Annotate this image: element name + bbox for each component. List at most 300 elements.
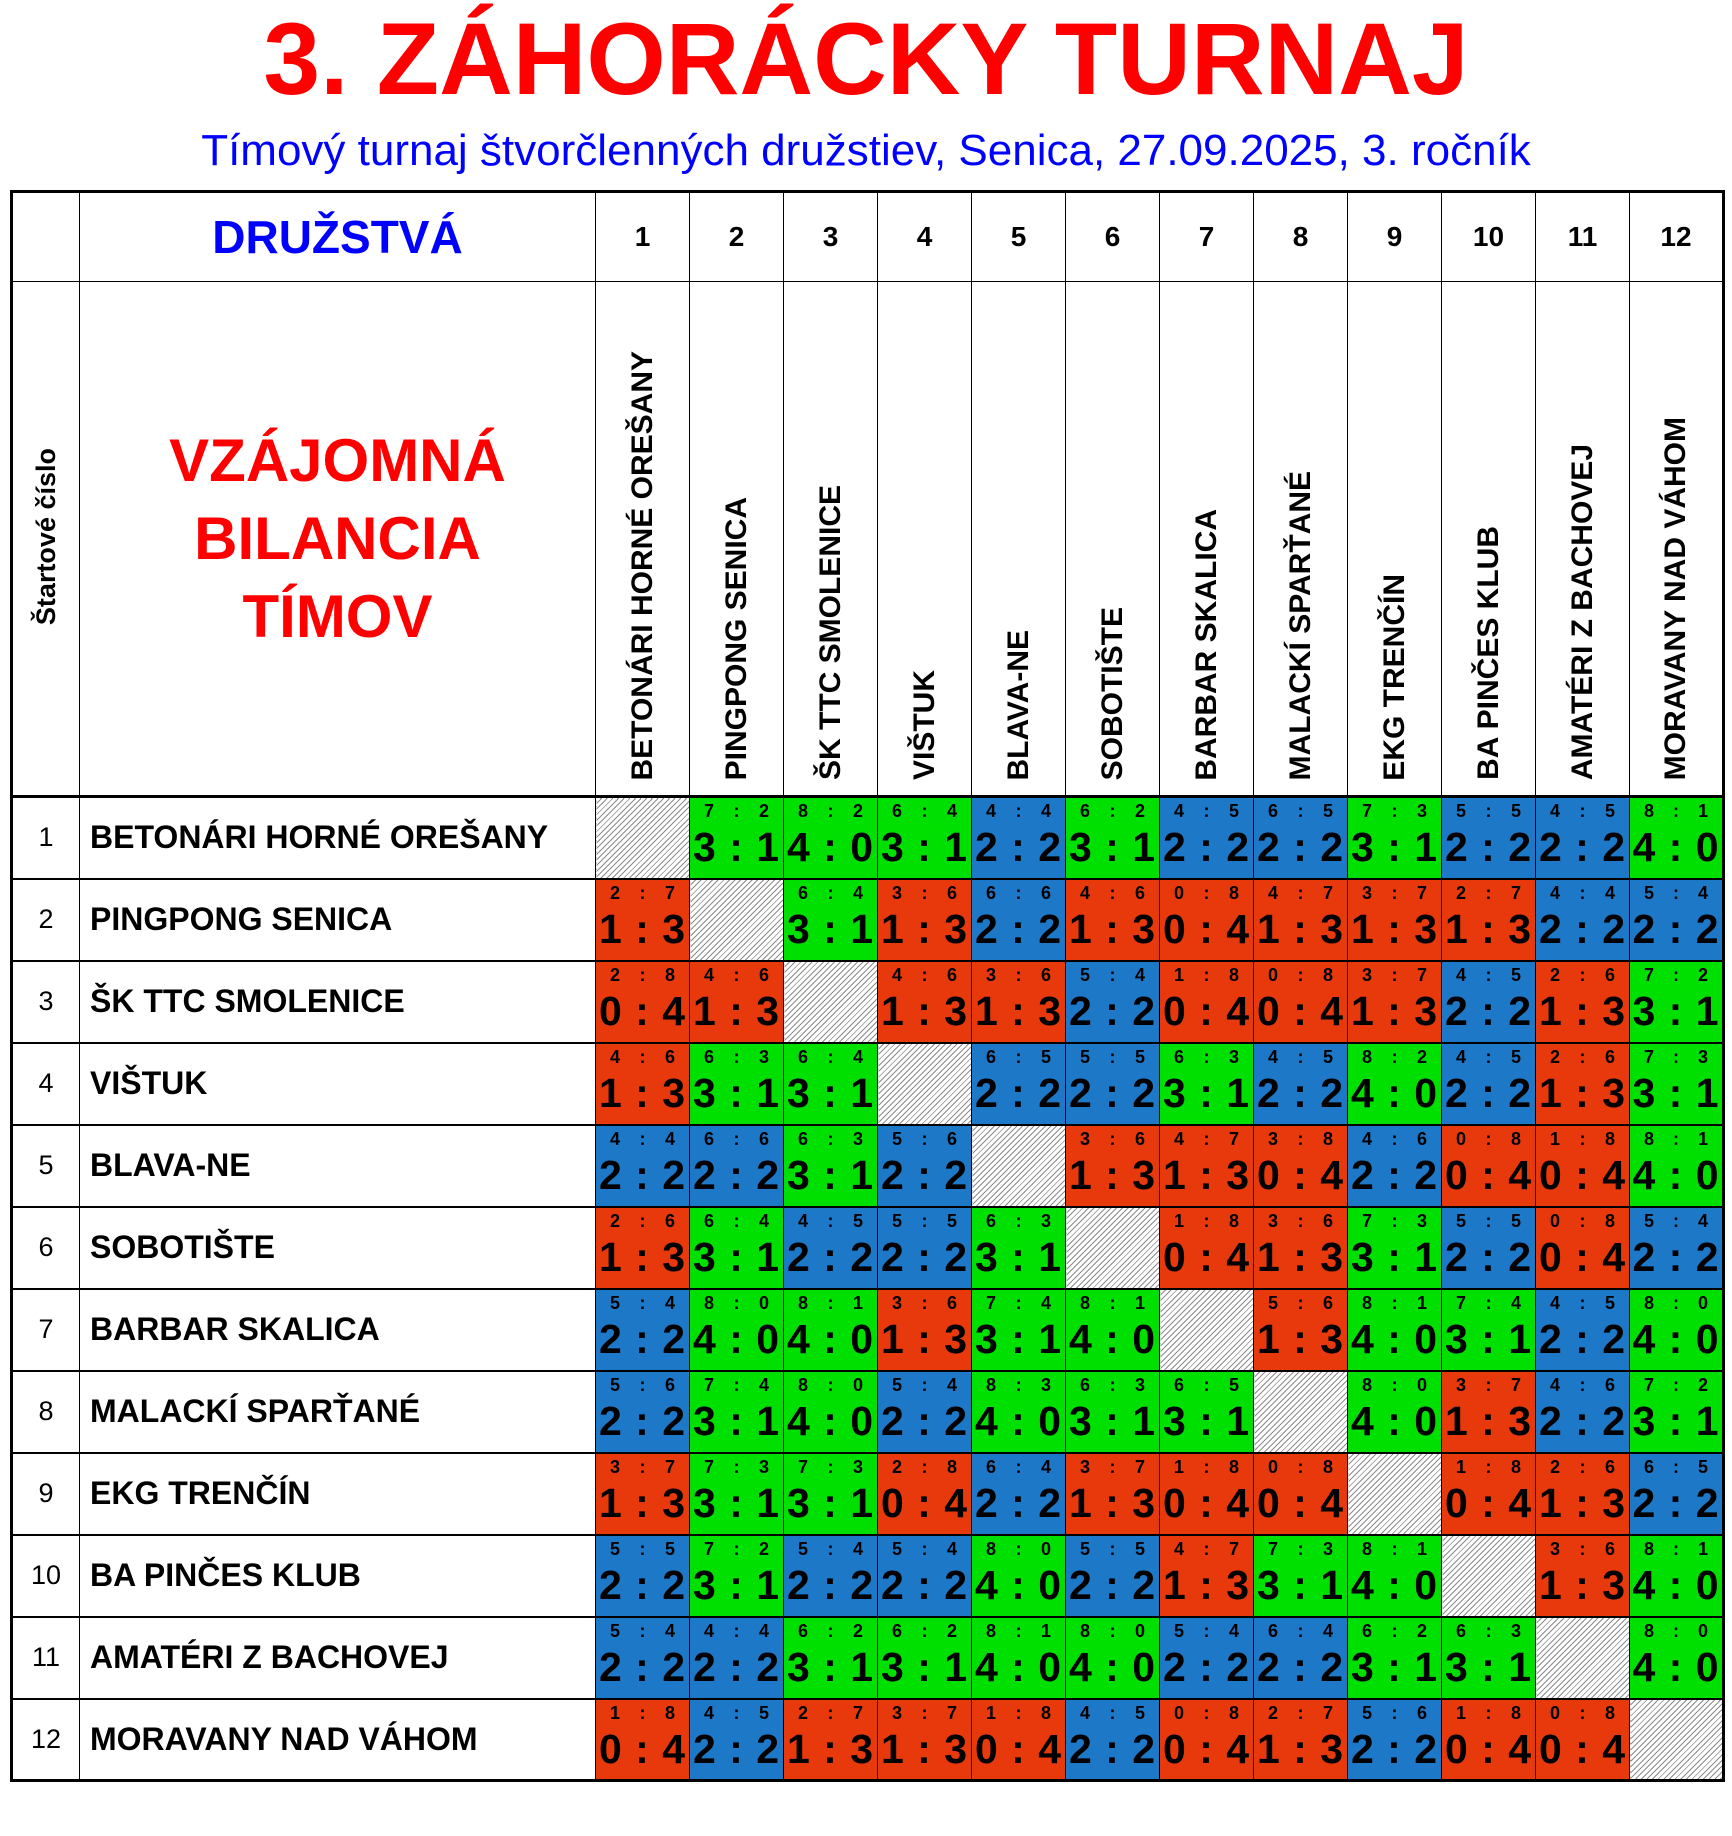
- row-number-6: 6: [12, 1207, 80, 1289]
- sets-score: 6 : 3: [704, 1046, 769, 1067]
- sets-score: 5 : 4: [798, 1538, 863, 1559]
- sets-score: 8 : 1: [1080, 1292, 1145, 1313]
- row-team-name-11: AMATÉRI Z BACHOVEJ: [80, 1617, 596, 1699]
- sets-score: 7 : 3: [798, 1456, 863, 1477]
- result-cell-2-4: [878, 879, 972, 961]
- match-score: 0 : 4: [1256, 1479, 1345, 1526]
- match-score: 0 : 4: [974, 1725, 1063, 1772]
- col-team-name-label: PINGPONG SENICA: [719, 496, 753, 781]
- sets-score: 2 : 8: [610, 964, 675, 985]
- result-cell-11-4: [878, 1617, 972, 1699]
- match-score: 2 : 2: [1538, 1397, 1627, 1444]
- col-number-9: 9: [1348, 192, 1442, 282]
- sets-score: 1 : 8: [610, 1702, 675, 1723]
- sets-score: 4 : 7: [1174, 1538, 1239, 1559]
- match-score: 3 : 1: [1632, 1069, 1720, 1116]
- result-cell-3-6: [1066, 961, 1160, 1043]
- match-score: 3 : 1: [1350, 824, 1439, 871]
- col-number-2: 2: [690, 192, 784, 282]
- result-cell-self-6: [1066, 1207, 1160, 1289]
- row-number-1: 1: [12, 797, 80, 879]
- result-cell-4-6: [1066, 1043, 1160, 1125]
- sets-score: 3 : 8: [1268, 1128, 1333, 1149]
- col-team-name-3: [784, 282, 878, 797]
- result-cell-11-10: [1442, 1617, 1536, 1699]
- match-score: 2 : 2: [786, 1561, 875, 1608]
- result-cell-7-3: [784, 1289, 878, 1371]
- row-number-5: 5: [12, 1125, 80, 1207]
- result-cell-12-6: [1066, 1699, 1160, 1781]
- row-number-7: 7: [12, 1289, 80, 1371]
- result-cell-12-10: [1442, 1699, 1536, 1781]
- match-score: 2 : 2: [1068, 1069, 1157, 1116]
- result-cell-6-12: [1630, 1207, 1724, 1289]
- sets-score: 3 : 6: [1268, 1210, 1333, 1231]
- result-cell-6-5: [972, 1207, 1066, 1289]
- result-cell-8-2: [690, 1371, 784, 1453]
- match-score: 3 : 1: [786, 1151, 875, 1198]
- match-score: 1 : 3: [598, 905, 687, 952]
- sets-score: 7 : 2: [1644, 964, 1708, 985]
- sets-score: 3 : 6: [986, 964, 1051, 985]
- sets-score: 6 : 2: [1362, 1620, 1427, 1641]
- sets-score: 5 : 5: [610, 1538, 675, 1559]
- result-cell-11-3: [784, 1617, 878, 1699]
- result-cell-self-11: [1536, 1617, 1630, 1699]
- match-score: 3 : 1: [1350, 1643, 1439, 1690]
- result-cell-3-10: [1442, 961, 1536, 1043]
- sets-score: 7 : 2: [704, 801, 769, 822]
- sets-score: 5 : 4: [610, 1292, 675, 1313]
- match-score: 3 : 1: [1444, 1315, 1533, 1362]
- corner-header-druzstva: DRUŽSTVÁ: [80, 192, 596, 282]
- sets-score: 8 : 0: [798, 1374, 863, 1395]
- result-cell-8-3: [784, 1371, 878, 1453]
- row-number-10: 10: [12, 1535, 80, 1617]
- match-score: 2 : 2: [598, 1315, 687, 1362]
- match-score: 4 : 0: [1068, 1315, 1157, 1362]
- result-cell-1-2: [690, 797, 784, 879]
- result-cell-12-1: [596, 1699, 690, 1781]
- match-score: 1 : 3: [1538, 1561, 1627, 1608]
- match-score: 0 : 4: [1162, 1479, 1251, 1526]
- match-score: 1 : 3: [880, 1725, 969, 1772]
- column-team-names-row: [12, 282, 1724, 797]
- result-cell-9-12: [1630, 1453, 1724, 1535]
- result-cell-4-11: [1536, 1043, 1630, 1125]
- match-score: 3 : 1: [1256, 1561, 1345, 1608]
- col-team-name-label: MORAVANY NAD VÁHOM: [1659, 416, 1692, 781]
- result-cell-4-12: [1630, 1043, 1724, 1125]
- sets-score: 5 : 4: [1080, 964, 1145, 985]
- match-score: 3 : 1: [692, 1233, 781, 1280]
- match-score: 2 : 2: [786, 1233, 875, 1280]
- result-cell-5-12: [1630, 1125, 1724, 1207]
- sets-score: 7 : 3: [704, 1456, 769, 1477]
- match-score: 1 : 3: [880, 905, 969, 952]
- sets-score: 4 : 6: [704, 964, 769, 985]
- sets-score: 5 : 4: [1174, 1620, 1239, 1641]
- sets-score: 1 : 8: [1174, 1456, 1239, 1477]
- sets-score: 4 : 6: [892, 964, 957, 985]
- result-cell-1-8: [1254, 797, 1348, 879]
- match-score: 4 : 0: [974, 1643, 1063, 1690]
- match-score: 1 : 3: [1068, 1479, 1157, 1526]
- row-number-9: 9: [12, 1453, 80, 1535]
- match-score: 1 : 3: [1538, 1479, 1627, 1526]
- col-team-name-label: BARBAR SKALICA: [1189, 508, 1223, 781]
- sets-score: 3 : 6: [892, 882, 957, 903]
- result-cell-2-6: [1066, 879, 1160, 961]
- match-score: 1 : 3: [1256, 1233, 1345, 1280]
- match-score: 0 : 4: [1538, 1151, 1627, 1198]
- row-team-name-1: BETONÁRI HORNÉ OREŠANY: [80, 797, 596, 879]
- row-team-name-6: SOBOTIŠTE: [80, 1207, 596, 1289]
- match-score: 4 : 0: [1632, 1315, 1720, 1362]
- sets-score: 8 : 0: [1644, 1292, 1708, 1313]
- row-team-name-12: MORAVANY NAD VÁHOM: [80, 1699, 596, 1781]
- result-cell-7-4: [878, 1289, 972, 1371]
- sets-score: 2 : 6: [1550, 964, 1615, 985]
- match-score: 3 : 1: [692, 1397, 781, 1444]
- row-team-name-10: BA PINČES KLUB: [80, 1535, 596, 1617]
- sets-score: 7 : 3: [1268, 1538, 1333, 1559]
- sets-score: 5 : 4: [1644, 882, 1708, 903]
- result-cell-11-2: [690, 1617, 784, 1699]
- result-cell-7-6: [1066, 1289, 1160, 1371]
- team-row-6: [12, 1207, 1724, 1289]
- result-cell-9-6: [1066, 1453, 1160, 1535]
- match-score: 4 : 0: [1350, 1561, 1439, 1608]
- sets-score: 6 : 4: [1268, 1620, 1333, 1641]
- sets-score: 0 : 8: [1268, 1456, 1333, 1477]
- sets-score: 8 : 1: [1644, 801, 1708, 822]
- team-row-1: [12, 797, 1724, 879]
- row-team-name-3: ŠK TTC SMOLENICE: [80, 961, 596, 1043]
- row-header-label-cell: [12, 282, 80, 797]
- sets-score: 3 : 6: [1550, 1538, 1615, 1559]
- match-score: 3 : 1: [1162, 1397, 1251, 1444]
- match-score: 4 : 0: [1350, 1397, 1439, 1444]
- col-number-5: 5: [972, 192, 1066, 282]
- match-score: 2 : 2: [692, 1725, 781, 1772]
- match-score: 0 : 4: [1538, 1725, 1627, 1772]
- sets-score: 8 : 1: [1644, 1538, 1708, 1559]
- tournament-title: 3. ZÁHORÁCKY TURNAJ: [263, 2, 1469, 116]
- result-cell-4-3: [784, 1043, 878, 1125]
- corner-empty-cell: [12, 192, 80, 282]
- match-score: 2 : 2: [598, 1397, 687, 1444]
- sets-score: 6 : 4: [986, 1456, 1051, 1477]
- match-score: 4 : 0: [1632, 1643, 1720, 1690]
- col-number-7: 7: [1160, 192, 1254, 282]
- result-cell-12-4: [878, 1699, 972, 1781]
- result-cell-9-2: [690, 1453, 784, 1535]
- sets-score: 0 : 8: [1550, 1702, 1615, 1723]
- sets-score: 1 : 8: [1174, 964, 1239, 985]
- sets-score: 0 : 8: [1174, 882, 1239, 903]
- sets-score: 2 : 6: [1550, 1456, 1615, 1477]
- match-score: 1 : 3: [1444, 905, 1533, 952]
- match-score: 2 : 2: [598, 1561, 687, 1608]
- row-number-4: 4: [12, 1043, 80, 1125]
- sets-score: 3 : 7: [1456, 1374, 1521, 1395]
- match-score: 2 : 2: [1068, 1561, 1157, 1608]
- result-cell-6-11: [1536, 1207, 1630, 1289]
- sets-score: 4 : 6: [1080, 882, 1145, 903]
- result-cell-9-11: [1536, 1453, 1630, 1535]
- sets-score: 2 : 7: [798, 1702, 863, 1723]
- col-number-3: 3: [784, 192, 878, 282]
- result-cell-1-11: [1536, 797, 1630, 879]
- sets-score: 4 : 5: [1456, 1046, 1521, 1067]
- sets-score: 1 : 8: [1456, 1702, 1521, 1723]
- match-score: 3 : 1: [880, 824, 969, 871]
- col-team-name-label: ŠK TTC SMOLENICE: [813, 485, 847, 781]
- col-number-4: 4: [878, 192, 972, 282]
- sets-score: 8 : 2: [1362, 1046, 1427, 1067]
- result-cell-12-3: [784, 1699, 878, 1781]
- match-score: 1 : 3: [1538, 1069, 1627, 1116]
- col-team-name-6: [1066, 282, 1160, 797]
- startove-cislo-label: Štartové číslo: [30, 447, 61, 625]
- match-score: 2 : 2: [1350, 1151, 1439, 1198]
- sets-score: 2 : 6: [610, 1210, 675, 1231]
- match-score: 2 : 2: [1256, 1643, 1345, 1690]
- header-row: [12, 192, 1724, 282]
- row-team-name-7: BARBAR SKALICA: [80, 1289, 596, 1371]
- result-cell-self-5: [972, 1125, 1066, 1207]
- result-cell-11-1: [596, 1617, 690, 1699]
- result-cell-11-6: [1066, 1617, 1160, 1699]
- match-score: 0 : 4: [1444, 1151, 1533, 1198]
- row-team-name-4: VIŠTUK: [80, 1043, 596, 1125]
- sets-score: 6 : 6: [704, 1128, 769, 1149]
- sets-score: 5 : 4: [610, 1620, 675, 1641]
- sets-score: 5 : 6: [1268, 1292, 1333, 1313]
- match-score: 2 : 2: [1538, 905, 1627, 952]
- match-score: 3 : 1: [1444, 1643, 1533, 1690]
- result-cell-1-4: [878, 797, 972, 879]
- result-cell-11-5: [972, 1617, 1066, 1699]
- result-cell-self-12: [1630, 1699, 1724, 1781]
- col-team-name-label: BLAVA-NE: [1001, 629, 1035, 781]
- col-number-11: 11: [1536, 192, 1630, 282]
- sets-score: 4 : 4: [610, 1128, 675, 1149]
- result-cell-1-6: [1066, 797, 1160, 879]
- sets-score: 7 : 3: [1362, 1210, 1427, 1231]
- result-cell-3-5: [972, 961, 1066, 1043]
- match-score: 3 : 1: [1162, 1069, 1251, 1116]
- result-cell-11-9: [1348, 1617, 1442, 1699]
- col-number-12: 12: [1630, 192, 1724, 282]
- result-cell-self-4: [878, 1043, 972, 1125]
- team-row-8: [12, 1371, 1724, 1453]
- col-team-name-label: EKG TRENČÍN: [1377, 573, 1411, 781]
- result-cell-5-7: [1160, 1125, 1254, 1207]
- sets-score: 8 : 0: [1362, 1374, 1427, 1395]
- sets-score: 5 : 6: [1362, 1702, 1427, 1723]
- match-score: 2 : 2: [880, 1561, 969, 1608]
- col-team-name-11: [1536, 282, 1630, 797]
- sets-score: 0 : 8: [1174, 1702, 1239, 1723]
- match-score: 3 : 1: [880, 1643, 969, 1690]
- match-score: 3 : 1: [974, 1233, 1063, 1280]
- col-number-1: 1: [596, 192, 690, 282]
- match-score: 2 : 2: [1538, 1315, 1627, 1362]
- sets-score: 3 : 7: [610, 1456, 675, 1477]
- match-score: 3 : 1: [692, 824, 781, 871]
- result-cell-10-6: [1066, 1535, 1160, 1617]
- sets-score: 0 : 8: [1550, 1210, 1615, 1231]
- row-team-name-9: EKG TRENČÍN: [80, 1453, 596, 1535]
- result-cell-3-4: [878, 961, 972, 1043]
- result-cell-8-4: [878, 1371, 972, 1453]
- match-score: 4 : 0: [974, 1397, 1063, 1444]
- result-cell-12-11: [1536, 1699, 1630, 1781]
- result-cell-5-9: [1348, 1125, 1442, 1207]
- result-cell-5-1: [596, 1125, 690, 1207]
- sets-score: 6 : 3: [1456, 1620, 1521, 1641]
- sets-score: 6 : 2: [892, 1620, 957, 1641]
- match-score: 1 : 3: [786, 1725, 875, 1772]
- result-cell-4-5: [972, 1043, 1066, 1125]
- result-cell-2-9: [1348, 879, 1442, 961]
- col-number-10: 10: [1442, 192, 1536, 282]
- match-score: 3 : 1: [786, 1479, 875, 1526]
- col-team-name-label: SOBOTIŠTE: [1095, 606, 1129, 781]
- row-team-name-8: MALACKÍ SPARŤANÉ: [80, 1371, 596, 1453]
- result-cell-10-11: [1536, 1535, 1630, 1617]
- row-number-2: 2: [12, 879, 80, 961]
- result-cell-6-8: [1254, 1207, 1348, 1289]
- col-team-name-2: [690, 282, 784, 797]
- match-score: 0 : 4: [1162, 1233, 1251, 1280]
- match-score: 3 : 1: [692, 1479, 781, 1526]
- result-cell-1-3: [784, 797, 878, 879]
- match-score: 0 : 4: [1538, 1233, 1627, 1280]
- result-cell-self-2: [690, 879, 784, 961]
- result-cell-5-2: [690, 1125, 784, 1207]
- match-score: 2 : 2: [598, 1151, 687, 1198]
- result-cell-6-2: [690, 1207, 784, 1289]
- sets-score: 6 : 4: [798, 1046, 863, 1067]
- match-score: 3 : 1: [692, 1069, 781, 1116]
- match-score: 0 : 4: [1162, 905, 1251, 952]
- match-score: 0 : 4: [598, 987, 687, 1034]
- match-score: 3 : 1: [1068, 824, 1157, 871]
- result-cell-5-3: [784, 1125, 878, 1207]
- match-score: 2 : 2: [880, 1397, 969, 1444]
- row-number-3: 3: [12, 961, 80, 1043]
- sets-score: 5 : 4: [892, 1374, 957, 1395]
- sets-score: 4 : 5: [1550, 1292, 1615, 1313]
- result-cell-8-9: [1348, 1371, 1442, 1453]
- col-team-name-7: [1160, 282, 1254, 797]
- match-score: 1 : 3: [1256, 1315, 1345, 1362]
- team-row-7: [12, 1289, 1724, 1371]
- result-cell-2-5: [972, 879, 1066, 961]
- match-score: 2 : 2: [974, 1069, 1063, 1116]
- result-cell-8-12: [1630, 1371, 1724, 1453]
- result-cell-7-8: [1254, 1289, 1348, 1371]
- col-number-6: 6: [1066, 192, 1160, 282]
- match-score: 1 : 3: [1256, 1725, 1345, 1772]
- sets-score: 6 : 3: [986, 1210, 1051, 1231]
- result-cell-self-3: [784, 961, 878, 1043]
- match-score: 2 : 2: [1632, 905, 1720, 952]
- result-cell-4-9: [1348, 1043, 1442, 1125]
- result-cell-4-10: [1442, 1043, 1536, 1125]
- sets-score: 4 : 5: [1268, 1046, 1333, 1067]
- sets-score: 8 : 1: [1362, 1538, 1427, 1559]
- match-score: 0 : 4: [598, 1725, 687, 1772]
- match-score: 0 : 4: [1162, 1725, 1251, 1772]
- sets-score: 4 : 5: [1456, 964, 1521, 985]
- sets-score: 3 : 7: [1080, 1456, 1145, 1477]
- result-cell-self-10: [1442, 1535, 1536, 1617]
- sets-score: 3 : 7: [1362, 964, 1427, 985]
- sets-score: 8 : 0: [1644, 1620, 1708, 1641]
- col-number-8: 8: [1254, 192, 1348, 282]
- sets-score: 4 : 5: [798, 1210, 863, 1231]
- match-score: 1 : 3: [1068, 1151, 1157, 1198]
- result-cell-3-1: [596, 961, 690, 1043]
- sets-score: 5 : 6: [610, 1374, 675, 1395]
- result-cell-8-10: [1442, 1371, 1536, 1453]
- sets-score: 6 : 6: [986, 882, 1051, 903]
- match-score: 1 : 3: [598, 1479, 687, 1526]
- col-team-name-8: [1254, 282, 1348, 797]
- match-score: 2 : 2: [1444, 1233, 1533, 1280]
- sets-score: 4 : 6: [1550, 1374, 1615, 1395]
- sets-score: 7 : 4: [1456, 1292, 1521, 1313]
- result-cell-3-2: [690, 961, 784, 1043]
- result-cell-1-7: [1160, 797, 1254, 879]
- match-score: 0 : 4: [1256, 1151, 1345, 1198]
- sets-score: 5 : 4: [892, 1538, 957, 1559]
- sets-score: 7 : 3: [1644, 1046, 1708, 1067]
- sets-score: 6 : 3: [1080, 1374, 1145, 1395]
- result-cell-1-10: [1442, 797, 1536, 879]
- sets-score: 2 : 7: [1268, 1702, 1333, 1723]
- result-cell-7-2: [690, 1289, 784, 1371]
- sets-score: 7 : 4: [704, 1374, 769, 1395]
- sets-score: 8 : 2: [798, 801, 863, 822]
- match-score: 1 : 3: [1538, 987, 1627, 1034]
- sets-score: 5 : 6: [892, 1128, 957, 1149]
- sets-score: 2 : 7: [1456, 882, 1521, 903]
- result-cell-12-7: [1160, 1699, 1254, 1781]
- result-cell-12-9: [1348, 1699, 1442, 1781]
- match-score: 2 : 2: [1162, 824, 1251, 871]
- sets-score: 2 : 8: [892, 1456, 957, 1477]
- result-cell-11-7: [1160, 1617, 1254, 1699]
- result-cell-2-3: [784, 879, 878, 961]
- results-matrix-table: [10, 190, 1725, 1782]
- result-cell-3-7: [1160, 961, 1254, 1043]
- match-score: 2 : 2: [1632, 1233, 1720, 1280]
- result-cell-12-8: [1254, 1699, 1348, 1781]
- result-cell-6-10: [1442, 1207, 1536, 1289]
- match-score: 4 : 0: [1350, 1315, 1439, 1362]
- result-cell-4-2: [690, 1043, 784, 1125]
- row-team-name-2: PINGPONG SENICA: [80, 879, 596, 961]
- result-cell-2-10: [1442, 879, 1536, 961]
- sets-score: 7 : 3: [1362, 801, 1427, 822]
- match-score: 4 : 0: [692, 1315, 781, 1362]
- result-cell-7-12: [1630, 1289, 1724, 1371]
